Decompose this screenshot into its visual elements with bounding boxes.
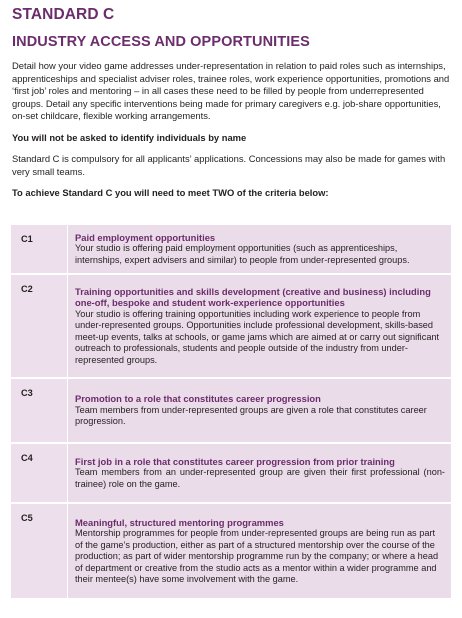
criteria-row-c3 <box>11 379 451 444</box>
criteria-body: Your studio is offering paid employment opportunities (such as apprenticeships, internships, expert advisers and similar) to people from under-represented groups. <box>75 243 410 265</box>
criteria-description <box>67 275 451 377</box>
document-page <box>12 6 454 199</box>
criteria-title: First job in a role that constitutes career progression from prior training <box>75 455 395 467</box>
intro-paragraph: Detail how your video game addresses under-representation in relation to paid roles such as internships, apprenticeships and specialist adviser roles, trainee roles, work experience opportunities, promotions and ‘first job’ roles and mentoring – in all cases these need to be filled by people from underrepresented groups. Detail any specific interventions being made for primary caregivers e.g. job-share opportunities, on-set childcare, flexible working arrangements. <box>12 60 450 122</box>
criteria-row-c4 <box>11 444 451 504</box>
criteria-body: Mentorship programmes for people from under-represented groups are being run as part of the game’s production, either as part of a structured mentorship over the course of the production; as part of wider mentorship programme run by the company; or where a head of department or creative from the studio acts as a mentor within a wider programme and their mentee(s) have some involvement with the game. <box>75 528 439 584</box>
criteria-description <box>67 444 451 502</box>
standard-subtitle: INDUSTRY ACCESS AND OPPORTUNITIES <box>12 34 310 50</box>
criteria-body: Your studio is offering training opportunities including work experience to people from under-represented groups. Opportunities include professional development, skills-based meet-up events, talks at schools, or game jams which are aimed at or carry out significant outreach to professionals, students and people outside of the industry from under-represented groups. <box>75 309 440 365</box>
criteria-table <box>11 225 451 600</box>
criteria-code: C3 <box>21 388 33 398</box>
criteria-description <box>67 225 451 273</box>
criteria-title: Promotion to a role that constitutes career progression <box>75 393 321 405</box>
criteria-description <box>67 379 451 442</box>
criteria-row-c1 <box>11 225 451 275</box>
criteria-row-c5 <box>11 504 451 600</box>
standard-title: STANDARD C <box>12 6 115 23</box>
not-named-notice: You will not be asked to identify individuals by name <box>12 131 247 143</box>
criteria-body: Team members from under-represented groups are given a role that constitutes career progression. <box>75 404 427 427</box>
criteria-title: Training opportunities and skills development (creative and business) including one-off, bespoke and student work-experience opportunities <box>75 285 431 309</box>
compulsory-paragraph: Standard C is compulsory for all applicants’ applications. Concessions may also be made for games with very small teams. <box>12 152 446 177</box>
criteria-description <box>67 504 451 598</box>
criteria-body: Team members from an under-represented group are given their first professional (non-trainee) role on the game. <box>75 467 445 489</box>
criteria-title: Paid employment opportunities <box>75 231 216 243</box>
criteria-row-c2 <box>11 275 451 379</box>
criteria-code: C4 <box>21 453 33 463</box>
achieve-instruction: To achieve Standard C you will need to meet TWO of the criteria below: <box>12 187 329 199</box>
criteria-title: Meaningful, structured mentoring programmes <box>75 516 284 528</box>
criteria-code: C2 <box>21 284 33 294</box>
criteria-code: C5 <box>21 513 33 523</box>
criteria-code: C1 <box>21 234 33 244</box>
